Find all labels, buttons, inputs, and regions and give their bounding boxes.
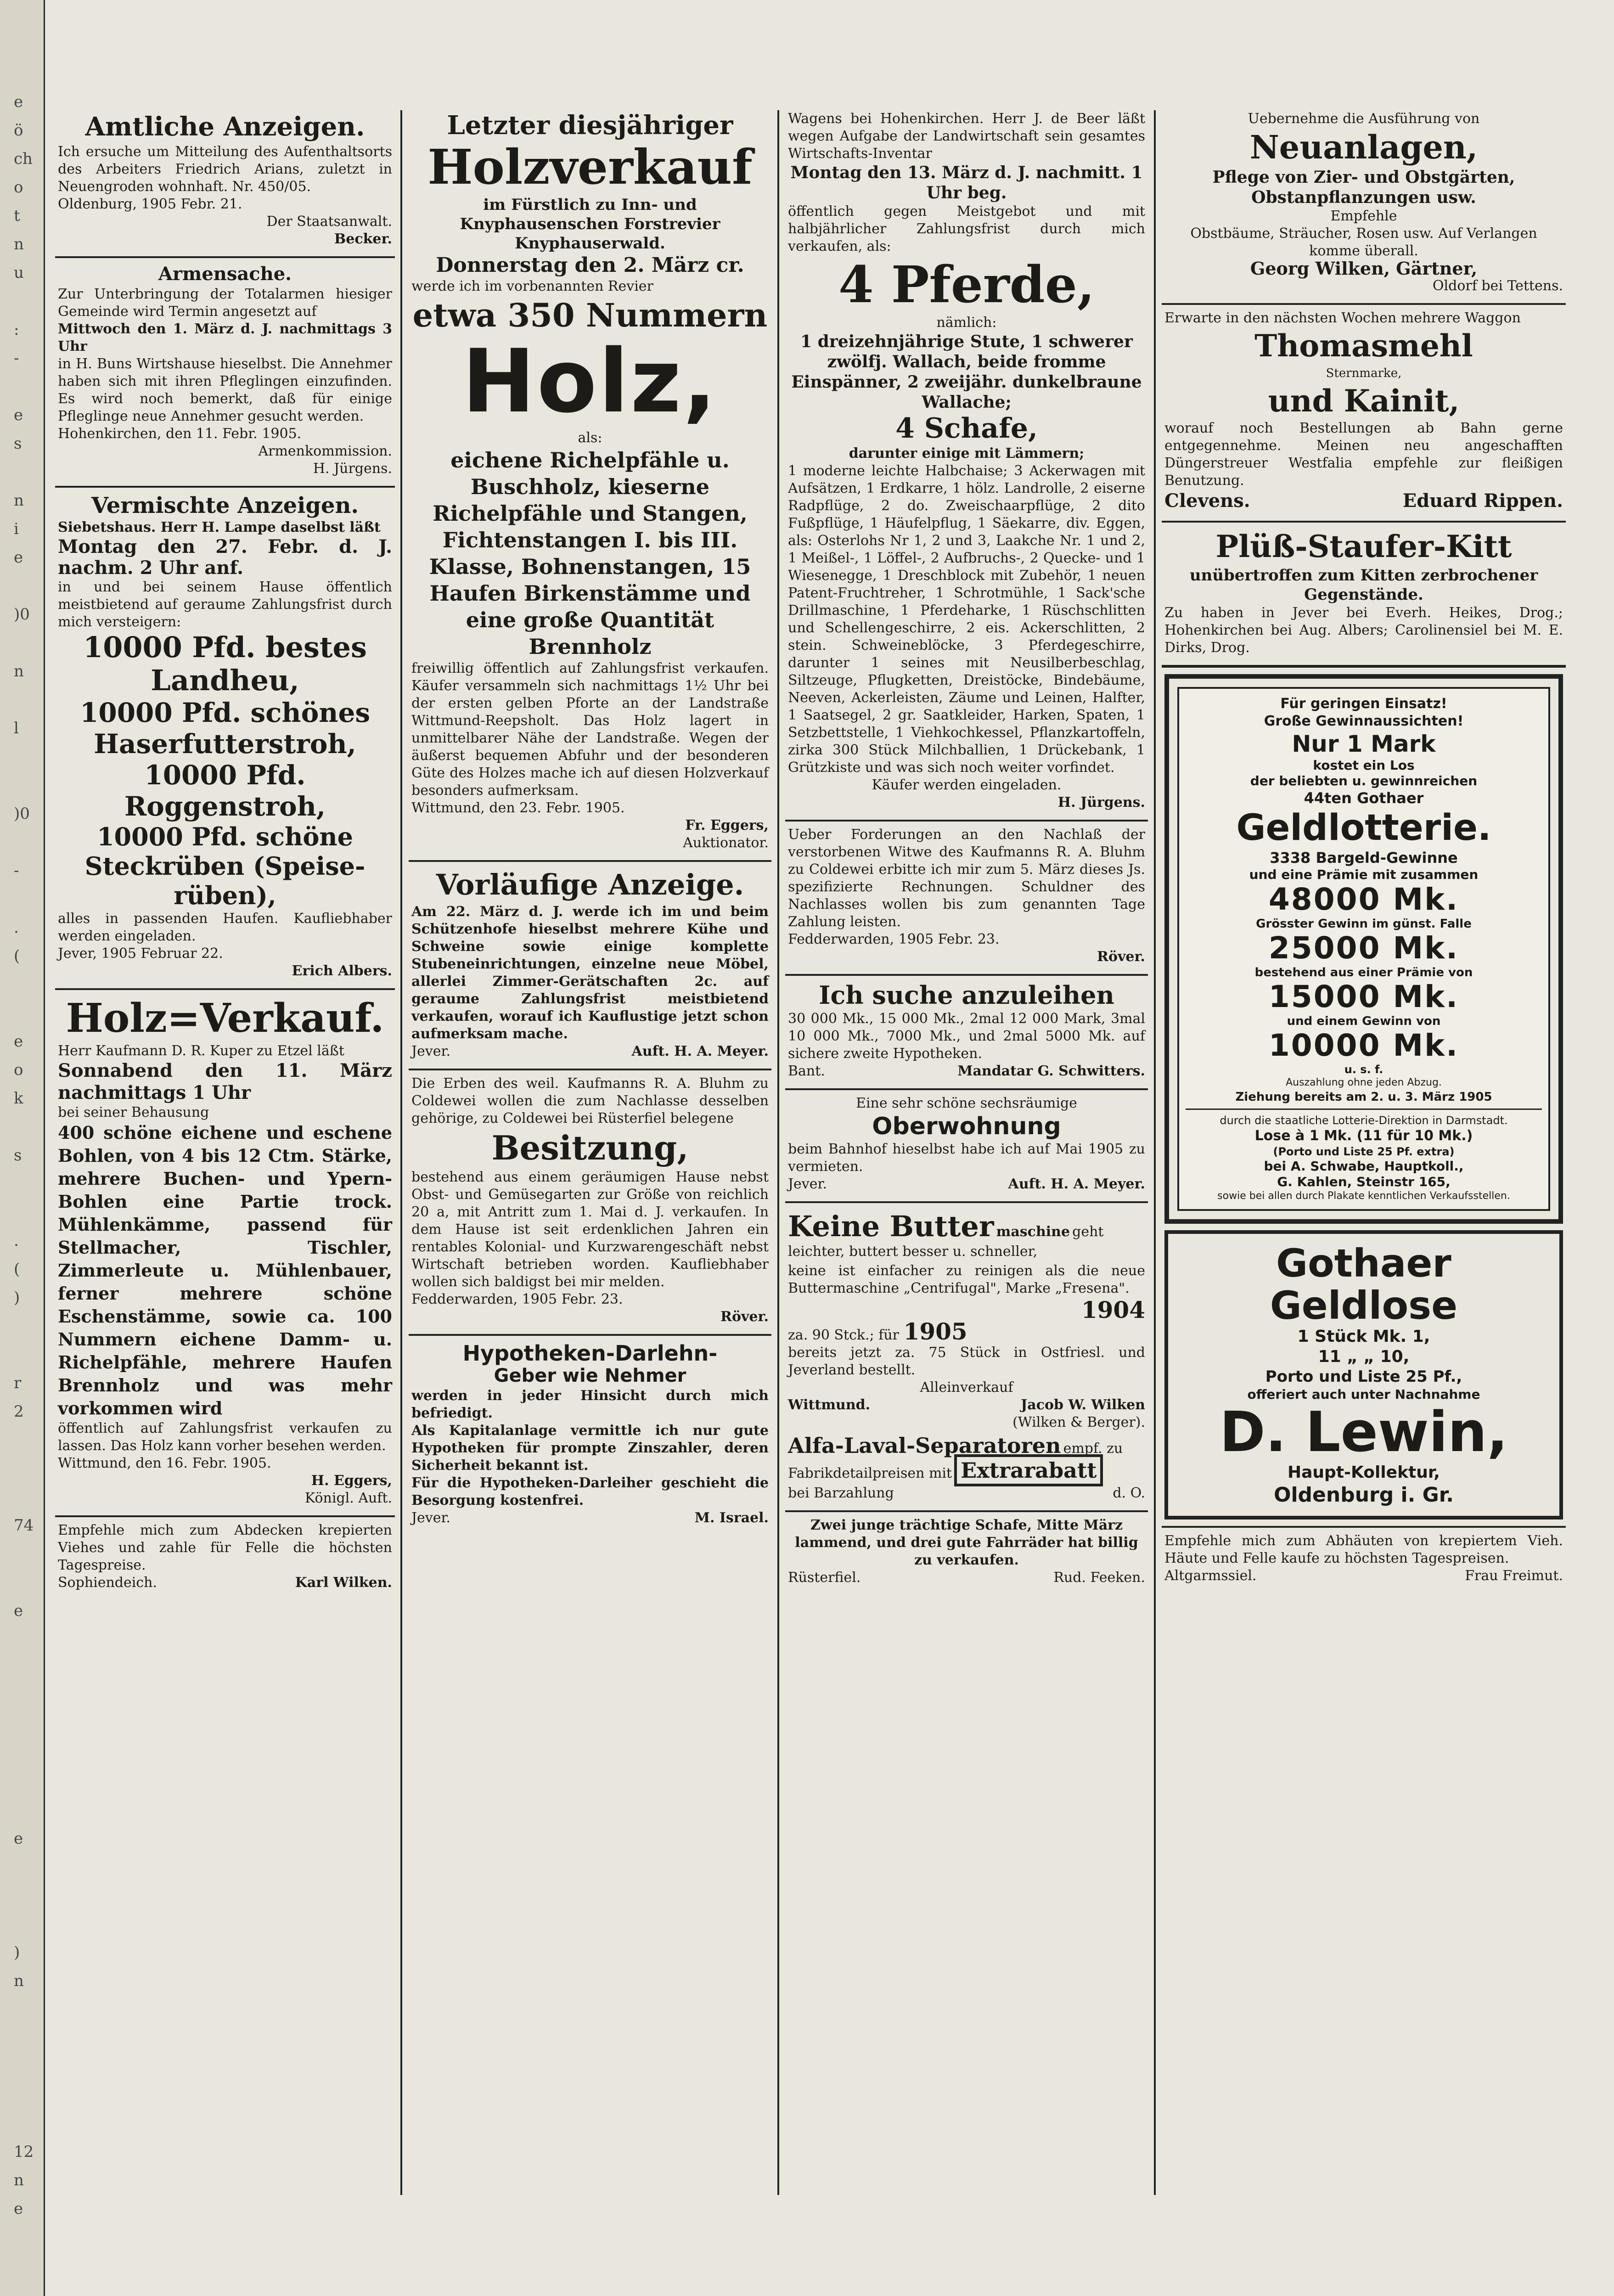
- ad-place: Bant.: [788, 1063, 825, 1079]
- ad-signature-office: Armenkommission.: [258, 443, 392, 459]
- ad-invite: Käufer werden eingeladen.: [872, 777, 1062, 793]
- lotterie-line: der beliebten u. gewinnreichen: [1250, 773, 1478, 788]
- gutter-fragment: e: [14, 2200, 23, 2218]
- ad-vermischte-anzeigen: [55, 488, 395, 990]
- ad-place: Wittmund, den 23. Febr. 1905.: [411, 799, 625, 816]
- ad-year: 1905: [903, 1318, 967, 1345]
- ad-body: za. 90 Stck.; für: [788, 1327, 900, 1344]
- ad-title: Holz=Verkauf.: [66, 995, 384, 1042]
- ad-body: Zwei junge trächtige Schafe, Mitte März lammend, und drei gute Fahrräder hat billig zu verkaufen.: [795, 1517, 1138, 1569]
- lotterie-line: bei A. Schwabe, Hauptkoll.,: [1264, 1159, 1464, 1174]
- gutter-fragment: s: [14, 434, 22, 453]
- ad-title: Holzverkauf: [427, 138, 753, 195]
- ad-signature: H. Eggers,: [311, 1473, 392, 1489]
- gutter-fragment: 12: [14, 2143, 34, 2161]
- ad-signature: Eduard Rippen.: [1402, 490, 1563, 512]
- ad-subtitle: unübertroffen zum Kitten zerbrochener Gegenstände.: [1189, 566, 1538, 604]
- lotterie-draw-date: Ziehung bereits am 2. u. 3. März 1905: [1235, 1090, 1492, 1104]
- gutter-fragment: ): [14, 1289, 20, 1307]
- ad-tail: alles in passenden Haufen. Kaufliebhaber werden eingeladen.: [58, 911, 392, 945]
- ad-signature-office: Der Staatsanwalt.: [266, 214, 392, 230]
- ad-signature: Fr. Eggers,: [685, 817, 769, 833]
- ad-signature-line: [1164, 490, 1563, 512]
- ad-place: Fedderwarden, 1905 Febr. 23.: [788, 931, 1000, 947]
- ad-body: in H. Buns Wirtshause hieselbst. Die Annehmer haben sich mit ihren Pfleglingen einzufinden. Es wird noch bemerkt, daß für einige Pfleglinge neue Annehmer gesucht werden.: [58, 356, 392, 424]
- ad-signature-line: [788, 1063, 1145, 1080]
- ad-signature: Rud. Feeken.: [1053, 1570, 1145, 1586]
- ad-signature: Jacob W. Wilken: [1021, 1397, 1145, 1413]
- column-2: [409, 106, 771, 2200]
- ad-intro: Wagens bei Hohenkirchen. Herr J. de Beer läßt wegen Aufgabe der Landwirtschaft sein gesamtes Wirtschafts-Inventar: [788, 111, 1145, 162]
- ad-signature-title: Königl. Auft.: [304, 1490, 392, 1507]
- lotterie-prize: 10000 Mk.: [1268, 1028, 1459, 1063]
- gutter-fragment: .: [14, 1232, 19, 1250]
- ad-signature: Becker.: [334, 231, 392, 247]
- gutter-fragment: ch: [14, 150, 33, 168]
- gutter-fragment: e: [14, 548, 23, 567]
- gutter-fragment: e: [14, 93, 23, 111]
- ad-vorlaeufige-anzeige: [409, 862, 771, 1070]
- ad-signature: Auft. H. A. Meyer.: [1008, 1176, 1145, 1193]
- ad-recommend: Empfehle: [1330, 208, 1397, 224]
- geldlose-title: Gothaer: [1276, 1241, 1451, 1286]
- ad-body: 30 000 Mk., 15 000 Mk., 2mal 12 000 Mark, 3mal 10 000 Mk., 7000 Mk., und 2mal 5000 Mk. auf sichere zweite Hypotheken.: [788, 1010, 1145, 1062]
- ad-place: Jever, 1905 Februar 22.: [58, 945, 223, 962]
- ad-where: bei seiner Behausung: [58, 1104, 209, 1121]
- gutter-fragment: (: [14, 947, 20, 965]
- ad-body: Zur Unterbringung der Totalarmen hiesiger Gemeinde wird Termin angesetzt auf: [58, 286, 392, 320]
- lotterie-title: Geldlotterie.: [1236, 807, 1491, 849]
- gutter-fragment: e: [14, 406, 23, 424]
- ad-title: Plüß-Staufer-Kitt: [1215, 529, 1512, 564]
- ad-signature: Mandatar G. Schwitters.: [957, 1063, 1145, 1079]
- column-rule: [400, 110, 402, 2195]
- ad-items: eichene Richelpfähle u. Buschholz, kieserne Richelpfähle und Stangen, Fichtenstangen I. bis III. Klasse, Bohnenstangen, 15 Haufen Birkenstämme und eine große Quantität Brennholz: [429, 447, 751, 659]
- ad-besitzung: [409, 1070, 771, 1336]
- ad-thomasmehl: [1162, 305, 1566, 523]
- ad-list: 1 moderne leichte Halbchaise; 3 Ackerwagen mit Aufsätzen, 1 Erdkarre, 1 hölz. Landrolle, 2 eiserne Radpflüge, 2 do. Zweischaarpflüge, 2 dito Fußpflüge, 1 Häufelpflug, 1 Säekarre, div. Eggen, als: Osterlohs Nr 1, 2 und 3, Laakche Nr. 1 und 2, 1 Meißel-, 1 Löffel-, 2 Aufbruchs-, 2 Quecke- und 1 Wiesenegge, 1 Dreschblock mit Zubehör, 1 neuen Patent-Fruchtreher, 1 Schrotmühle, 1 Sack'sche Drillmaschine, 1 Pferdeharke, 1 Rüschschlitten und Schellengeschirre, 2 eis. Ackerschlitten, 2 stein. Schweineblöcke, 3 Pferdegeschirre, darunter 1 seines mit Neusilberbeschlag, Siltzeuge, Pflugketten, Dreistöcke, Bindebäume, Neeven, Ackerleisten, Zäume und Leinen, Halfter, 1 Saatsegel, 2 gr. Saatkleider, Harken, Spaten, 1 Setzbettstelle, 1 Viehkochkessel, Pflanzkartoffeln, zirka 300 Stück Milchballien, 1 Drückebank, 1 Grützkiste und was sich noch weiter vorfindet.: [788, 463, 1145, 776]
- ad-body: Empfehle mich zum Abhäuten von krepiertem Vieh. Häute und Felle kaufe zu höchsten Tagespreisen.: [1164, 1533, 1563, 1566]
- gutter-fragment: 74: [14, 1516, 34, 1535]
- ad-signature: H. Jürgens.: [1057, 794, 1145, 810]
- lotterie-price: Nur 1 Mark: [1292, 731, 1436, 757]
- column-rule: [1154, 110, 1156, 2195]
- geldlose-line: 1 Stück Mk. 1,: [1297, 1327, 1430, 1346]
- lotterie-line: Grösster Gewinn im günst. Falle: [1256, 917, 1472, 931]
- ad-title: Vorläufige Anzeige.: [436, 867, 744, 901]
- ad-date: Oldenburg, 1905 Febr. 21.: [58, 196, 242, 212]
- ad-date: Montag den 13. März d. J. nachmitt. 1 Uhr beg.: [790, 163, 1143, 203]
- lotterie-inner-box: [1177, 687, 1550, 1211]
- ad-gothaer-geldlose: [1164, 1230, 1563, 1519]
- gutter-fragment: :: [14, 321, 19, 339]
- ad-signature-line: [411, 1509, 769, 1527]
- ad-title: Armensache.: [158, 263, 292, 285]
- column-rule: [777, 110, 779, 2195]
- lotterie-prize: 48000 Mk.: [1268, 882, 1459, 917]
- ad-date: Mittwoch den 1. März d. J. nachmittags 3 Uhr: [58, 321, 392, 355]
- ad-body: in und bei seinem Hause öffentlich meistbietend auf geraume Zahlungsfrist durch mich versteigern:: [58, 579, 392, 630]
- gutter-fragment: (: [14, 1260, 20, 1278]
- ad-signature: Röver.: [1097, 949, 1145, 965]
- ad-title: Amtliche Anzeigen.: [85, 112, 365, 142]
- ad-place: Fedderwarden, 1905 Febr. 23.: [411, 1291, 623, 1307]
- ad-subtitle: Pflege von Zier- und Obstgärten,: [1212, 168, 1515, 187]
- ad-bar: bei Barzahlung: [788, 1485, 894, 1502]
- lotterie-line: und eine Prämie mit zusammen: [1249, 867, 1479, 882]
- ad-title: Neuanlagen,: [1249, 128, 1478, 166]
- ad-place: Rüsterfiel.: [788, 1570, 861, 1586]
- ad-title: Vermischte Anzeigen.: [91, 493, 359, 518]
- ad-armensache: [55, 258, 395, 488]
- left-page-gutter: [0, 0, 45, 2296]
- ad-holz-headline: Holz,: [462, 330, 718, 432]
- ad-intro: Siebetshaus. Herr H. Lampe daselbst läßt: [58, 519, 381, 536]
- geldlose-line: 11 „ „ 10,: [1318, 1347, 1410, 1366]
- geldlose-line: Haupt-Kollektur,: [1288, 1463, 1440, 1482]
- lotterie-line: sowie bei allen durch Plakate kenntlichen Verkaufsstellen.: [1217, 1190, 1510, 1202]
- ad-body: bestehend aus einem geräumigen Hause nebst Obst- und Gemüsegarten zur Größe von reichlich 20 a, mit Antritt zum 1. Mai d. J. verkaufen. In dem Hause ist seit erdenklichen Jahren ein rentables Kolonial- und Kurzwarengeschäft nebst Wirtschaft betrieben worden. Kaufliebhaber wollen sich baldigst bei mir melden.: [411, 1169, 769, 1290]
- ad-body: Zu haben in Jever bei Everh. Heikes, Drog.; Hohenkirchen bei Aug. Albers; Carolinensiel bei M. E. Dirks, Drog.: [1164, 605, 1563, 656]
- ad-horses: 1 dreizehnjährige Stute, 1 schwerer zwölfj. Wallach, beide fromme Einspänner, 2 zweijähr. dunkelbraune Wallache;: [791, 332, 1142, 412]
- ad-body: öffentlich gegen Meistgebot und mit halbjährlicher Zahlungsfrist durch mich verkaufen, als:: [788, 203, 1145, 254]
- ad-sheep: 4 Schafe,: [895, 412, 1038, 445]
- gutter-fragment: 2: [14, 1402, 24, 1421]
- geldlose-title: Geldlose: [1270, 1283, 1458, 1328]
- gutter-fragment: ): [14, 1943, 20, 1962]
- ad-title: Oberwohnung: [872, 1112, 1061, 1140]
- ad-bar-sig: d. O.: [1113, 1485, 1145, 1502]
- ad-side: geht leichter, buttert besser u. schneller,: [788, 1224, 1104, 1260]
- gutter-fragment: t: [14, 207, 20, 225]
- ad-items: Obstbäume, Sträucher, Rosen usw. Auf Verlangen komme überall.: [1190, 225, 1537, 259]
- ad-kicker: Letzter diesjähriger: [447, 110, 733, 141]
- ad-place: Wittmund, den 16. Febr. 1905.: [58, 1455, 271, 1472]
- ad-body: Ich ersuche um Mitteilung des Aufenthaltsorts des Arbeiters Friedrich Arians, zuletzt in Neuengroden wohnhaft. Nr. 450/05.: [58, 144, 392, 195]
- ad-numbers: etwa 350 Nummern: [412, 296, 768, 334]
- gutter-fragment: s: [14, 1146, 22, 1165]
- ad-body: Empfehle mich zum Abdecken krepierten Viehes und zahle für Felle die höchsten Tagespreise.: [58, 1522, 392, 1574]
- ad-pluess-staufer-kitt: [1162, 523, 1566, 668]
- ad-body: worauf noch Bestellungen ab Bahn gerne entgegennehme. Meinen neu angeschafften Düngerstreuer Westfalia empfehle zur fleißigen Benutzung.: [1164, 420, 1563, 489]
- lotterie-line: (Porto und Liste 25 Pf. extra): [1273, 1145, 1455, 1158]
- ad-signature-sub: (Wilken & Berger).: [1012, 1414, 1145, 1431]
- gutter-fragment: ö: [14, 121, 23, 140]
- ad-intro: Erwarte in den nächsten Wochen mehrere Waggon: [1164, 310, 1521, 326]
- geldlose-name: D. Lewin,: [1220, 1401, 1508, 1464]
- ad-oberwohnung: [785, 1090, 1148, 1204]
- ad-item: 10000 Pfd. schönes Haserfutterstroh,: [79, 697, 371, 760]
- gutter-fragment: n: [14, 235, 24, 253]
- ad-alfa-side: empf. zu Fabrikdetailpreisen mit: [788, 1441, 1123, 1482]
- gutter-fragment: l: [14, 719, 19, 737]
- ad-place: Sophiendeich.: [58, 1575, 157, 1591]
- column-1: [55, 106, 395, 2200]
- ad-body: beim Bahnhof hieselbst habe ich auf Mai 1905 zu vermieten.: [788, 1141, 1145, 1175]
- gutter-fragment: e: [14, 1602, 23, 1620]
- ad-line: werde ich im vorbenannten Revier: [411, 278, 653, 294]
- ad-body: Als Kapitalanlage vermittle ich nur gute Hypotheken für prompte Zinszahler, deren Sicherheit bekannt ist.: [411, 1423, 769, 1474]
- ad-intro: Herr Kaufmann D. R. Kuper zu Etzel läßt: [58, 1043, 344, 1059]
- ad-signature-line: [788, 1396, 1145, 1414]
- ad-signature-line: [411, 1043, 769, 1060]
- gutter-fragment: n: [14, 491, 24, 510]
- ad-place: Jever.: [411, 1510, 451, 1526]
- ad-subtitle: Sternmarke,: [1326, 366, 1402, 380]
- lotterie-line: G. Kahlen, Steinstr 165,: [1277, 1174, 1451, 1189]
- ad-signature-line: [788, 1485, 1145, 1502]
- ad-signature: Karl Wilken.: [295, 1575, 392, 1591]
- gutter-fragment: u: [14, 264, 24, 282]
- ad-signature: Auft. H. A. Meyer.: [631, 1043, 769, 1059]
- ad-body: freiwillig öffentlich auf Zahlungsfrist verkaufen. Käufer versammeln sich nachmittags 1½ Uhr bei der ersten gelben Pforte an der Landstraße Wittmund-Reepsholt. Das Holz lagert in unmittelbarer Nähe der Landstraße. Wegen der äußerst bequemen Abfuhr und der besonderen Güte des Holzes mache ich auf diesen Holzverkauf besonders aufmerksam.: [411, 660, 769, 799]
- ad-place: Hohenkirchen, den 11. Febr. 1905.: [58, 426, 302, 442]
- ad-year: 1904: [1081, 1296, 1145, 1324]
- gutter-fragment: e: [14, 1829, 23, 1848]
- gutter-fragment: n: [14, 2171, 24, 2189]
- ad-abhaeuten: [1162, 1526, 1566, 1593]
- gutter-fragment: )0: [14, 805, 30, 823]
- ad-body: 400 schöne eichene und eschene Bohlen, von 4 bis 12 Ctm. Stärke, mehrere Buchen- und Ypern-Bohlen eine Partie trock. Mühlenkämme, passend für Stellmacher, Tischler, Zimmerleute u. Mühlenbauer, ferner mehrere schöne Eschenstämme, sowie ca. 100 Nummern eichene Damm- u. Richelpfähle, mehrere Haufen Brennholz und was mehr vorkommen wird: [58, 1122, 392, 1419]
- ad-rabatt: Extrarabatt: [954, 1454, 1103, 1486]
- ad-amtliche-anzeigen: [55, 106, 395, 258]
- ad-intro: Uebernehme die Ausführung von: [1248, 111, 1480, 127]
- ad-title: Besitzung,: [491, 1128, 689, 1167]
- ad-body: bereits jetzt za. 75 Stück in Ostfriesl. und Jeverland bestellt.: [788, 1345, 1145, 1379]
- ad-place: Jever.: [788, 1176, 827, 1193]
- lotterie-line: u. s. f.: [1344, 1063, 1383, 1076]
- ad-place: Oldorf bei Tettens.: [1432, 278, 1563, 294]
- lotterie-line: Für geringen Einsatz!: [1280, 696, 1447, 712]
- ad-date: Sonnabend den 11. März nachmittags 1 Uhr: [58, 1060, 392, 1104]
- ad-buttermaschine: [785, 1203, 1148, 1512]
- ad-title: Ich suche anzuleihen: [819, 980, 1114, 1010]
- ad-signature: Georg Wilken, Gärtner,: [1250, 258, 1478, 279]
- gutter-fragment: )0: [14, 605, 30, 624]
- ad-als: als:: [578, 429, 602, 446]
- ad-namely: nämlich:: [936, 315, 997, 331]
- gutter-fragment: o: [14, 178, 23, 197]
- lotterie-prize: 15000 Mk.: [1268, 979, 1459, 1014]
- gutter-fragment: e: [14, 1032, 23, 1051]
- geldlose-line: Porto und Liste 25 Pf.,: [1265, 1367, 1462, 1386]
- gutter-fragment: .: [14, 918, 19, 937]
- ad-item: 10000 Pfd. schöne Steckrüben (Speise-rüben),: [84, 822, 366, 911]
- gutter-fragment: i: [14, 520, 19, 538]
- gutter-fragment: n: [14, 662, 24, 681]
- ad-body: Ueber Forderungen an den Nachlaß der verstorbenen Witwe des Kaufmanns R. A. Bluhm zu Coldewei erbitte ich mir zum 5. März dieses Js. spezifizierte Rechnungen. Schuldner des Nachlasses wollen bis zum genannten Tage Zahlung leisten.: [788, 827, 1145, 930]
- ad-intro: Eine sehr schöne sechsräumige: [856, 1095, 1077, 1111]
- ad-schafe-fahrraeder: [785, 1512, 1148, 1595]
- ad-abdecker: [55, 1517, 395, 1600]
- gutter-fragment: -: [14, 861, 19, 880]
- lotterie-line: durch die staatliche Lotterie-Direktion in Darmstadt.: [1220, 1114, 1508, 1127]
- ad-signature-title: Auktionator.: [683, 834, 769, 851]
- ad-signature-line: [1164, 1567, 1563, 1585]
- lotterie-line: 3338 Bargeld-Gewinne: [1270, 849, 1458, 867]
- ad-signature-line: [58, 1574, 392, 1592]
- gutter-fragment: -: [14, 349, 19, 367]
- column-4: [1162, 106, 1566, 2200]
- ad-title: Thomasmehl: [1254, 328, 1473, 364]
- lotterie-line: Auszahlung ohne jeden Abzug.: [1286, 1077, 1442, 1088]
- ad-body: keine ist einfacher zu reinigen als die neue Buttermaschine „Centrifugal", Marke „Fresena".: [788, 1263, 1145, 1297]
- ad-signature-line: [788, 1569, 1145, 1587]
- lotterie-separator: [1186, 1109, 1542, 1110]
- lotterie-line: Große Gewinnaussichten!: [1264, 713, 1464, 729]
- lotterie-prize: 25000 Mk.: [1268, 930, 1459, 966]
- gutter-fragment: n: [14, 1972, 24, 1990]
- gutter-fragment: o: [14, 1061, 23, 1079]
- ad-item: 10000 Pfd. bestes Landheu,: [83, 630, 367, 698]
- lotterie-line: kostet ein Los: [1313, 758, 1415, 773]
- ad-tail: öffentlich auf Zahlungsfrist verkaufen zu lassen. Das Holz kann vorher besehen werden.: [58, 1420, 392, 1454]
- column-3: [785, 106, 1148, 2200]
- ad-place: Altgarmssiel.: [1164, 1568, 1257, 1584]
- ad-title: Keine Butter: [788, 1210, 994, 1244]
- ad-body: werden in jeder Hinsicht durch mich befriedigt.: [411, 1388, 769, 1422]
- ad-date: Montag den 27. Febr. d. J. nachm. 2 Uhr anf.: [58, 536, 392, 579]
- ad-signature: Röver.: [720, 1308, 769, 1325]
- ad-pferde-versteigerung: [785, 106, 1148, 822]
- ad-title: 4 Pferde,: [838, 255, 1095, 314]
- ad-place: Clevens.: [1164, 490, 1250, 512]
- ad-body: Am 22. März d. J. werde ich im und beim Schützenhofe hieselbst mehrere Kühe und Schweine sowie einige komplette Stubeneinrichtungen, einzelne neue Möbel, allerlei Zimmer-Gerätschaften 2c. auf geraume Zahlungsfrist meistbietend verkaufen, worauf ich Kauflustige jetzt schon aufmerksam mache.: [411, 903, 769, 1042]
- ad-gothaer-geldlotterie: [1164, 674, 1563, 1224]
- ad-signature: Erich Albers.: [292, 963, 392, 979]
- ad-subtitle: Obstanpflanzungen usw.: [1251, 188, 1476, 207]
- gutter-fragment: r: [14, 1374, 22, 1392]
- ad-signature: H. Jürgens.: [313, 461, 392, 477]
- ad-item: 10000 Pfd. Roggenstroh,: [124, 760, 326, 822]
- ad-signature: Frau Freimut.: [1465, 1568, 1563, 1584]
- ad-place: Jever.: [411, 1043, 451, 1059]
- geldlose-city: Oldenburg i. Gr.: [1274, 1483, 1454, 1507]
- ad-signature-line: [788, 1176, 1145, 1193]
- ad-forderungen: [785, 822, 1148, 976]
- ad-sheep-sub: darunter einige mit Lämmern;: [849, 445, 1085, 461]
- ad-subtitle: im Fürstlich zu Inn- und Knyphausenschen Forstrevier Knyphauserwald.: [460, 195, 720, 253]
- lotterie-line: 44ten Gothaer: [1304, 789, 1424, 807]
- lotterie-line: bestehend aus einer Prämie von: [1254, 966, 1473, 979]
- geldlose-line: offeriert auch unter Nachnahme: [1247, 1387, 1480, 1402]
- ad-title-2: und Kainit,: [1268, 383, 1460, 419]
- ad-alfa: Alfa-Laval-Separatoren: [788, 1433, 1061, 1458]
- ad-holz-verkauf: [55, 990, 395, 1517]
- ad-signature: M. Israel.: [694, 1510, 769, 1526]
- lotterie-line: und einem Gewinn von: [1287, 1014, 1441, 1028]
- ad-subtitle: Geber wie Nehmer: [494, 1365, 686, 1387]
- ad-holzverkauf-fuerstlich: [409, 106, 771, 862]
- gutter-fragment: k: [14, 1089, 23, 1108]
- newspaper-page: [55, 106, 1566, 2200]
- ad-title: Hypotheken-Darlehn-: [462, 1340, 718, 1366]
- lotterie-line: Lose à 1 Mk. (11 für 10 Mk.): [1254, 1128, 1473, 1144]
- ad-body: Für die Hypotheken-Darleiher geschieht die Besorgung kostenfrei.: [411, 1475, 769, 1509]
- ad-intro: Die Erben des weil. Kaufmanns R. A. Bluhm zu Coldewei wollen die zum Nachlasse desselben gehörige, zu Coldewei bei Rüsterfiel belegene: [411, 1075, 769, 1126]
- ad-neuanlagen: [1162, 106, 1566, 305]
- ad-anleihen: [785, 976, 1148, 1090]
- ad-sale: Alleinverkauf: [920, 1379, 1013, 1396]
- ad-hypotheken-darlehn: [409, 1336, 771, 1535]
- ad-date: Donnerstag den 2. März cr.: [436, 253, 744, 277]
- ad-place: Wittmund.: [788, 1397, 871, 1413]
- ad-title-suffix: maschine: [996, 1224, 1070, 1240]
